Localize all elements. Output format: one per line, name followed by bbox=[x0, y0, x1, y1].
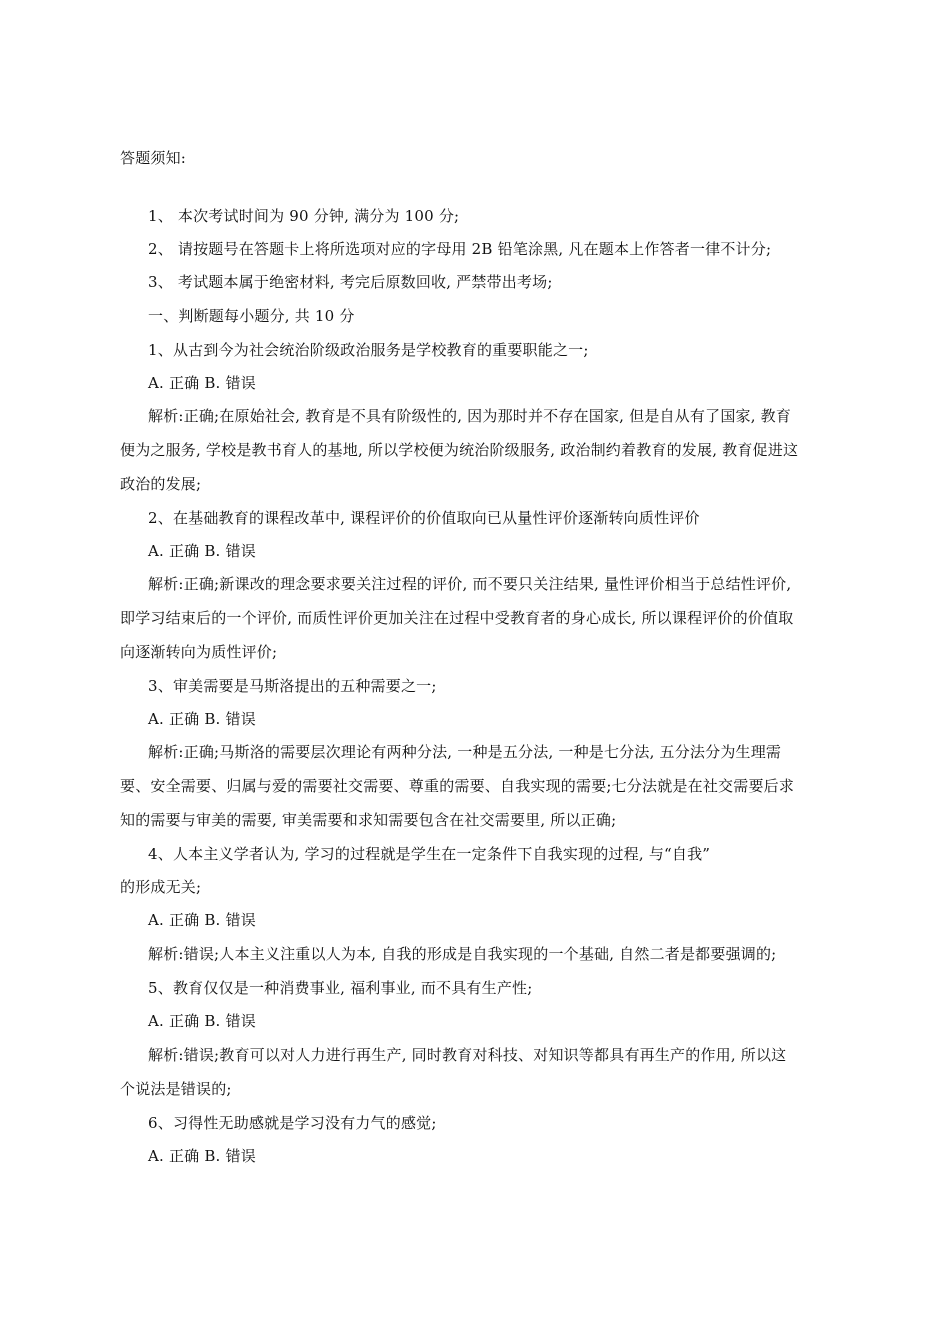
analysis-line: 解析:正确;在原始社会, 教育是不具有阶级性的, 因为那时并不存在国家, 但是自从有了国家, 教育 bbox=[148, 407, 792, 425]
notice-item: 1、 本次考试时间为 90 分钟, 满分为 100 分; bbox=[148, 207, 460, 225]
analysis-line: 即学习结束后的一个评价, 而质性评价更加关注在过程中受教育者的身心成长, 所以课程评价的价值取 bbox=[120, 609, 794, 627]
analysis-line: 要、安全需要、归属与爱的需要社交需要、尊重的需要、自我实现的需要;七分法就是在社交需要后求 bbox=[120, 777, 795, 795]
analysis-line: 个说法是错误的; bbox=[120, 1080, 232, 1098]
analysis-line: 向逐渐转向为质性评价; bbox=[120, 643, 278, 661]
section-title: 一、判断题每小题分, 共 10 分 bbox=[148, 307, 355, 325]
analysis-line: 解析:正确;马斯洛的需要层次理论有两种分法, 一种是五分法, 一种是七分法, 五分法分为生理需 bbox=[148, 743, 782, 761]
analysis-line: 解析:错误;教育可以对人力进行再生产, 同时教育对科技、对知识等都具有再生产的作用, 所以这 bbox=[148, 1046, 787, 1064]
question-stem: 1、从古到今为社会统治阶级政治服务是学校教育的重要职能之一; bbox=[148, 341, 589, 359]
question-options: A. 正确 B. 错误 bbox=[148, 1012, 256, 1030]
question-stem: 4、人本主义学者认为, 学习的过程就是学生在一定条件下自我实现的过程, 与“自我” bbox=[148, 845, 711, 863]
question-options: A. 正确 B. 错误 bbox=[148, 542, 256, 560]
analysis-line: 解析:正确;新课改的理念要求要关注过程的评价, 而不要只关注结果, 量性评价相当于总结性评价, bbox=[148, 575, 792, 593]
analysis-line: 知的需要与审美的需要, 审美需要和求知需要包含在社交需要里, 所以正确; bbox=[120, 811, 617, 829]
analysis-line: 解析:错误;人本主义注重以人为本, 自我的形成是自我实现的一个基础, 自然二者是都要强调的; bbox=[148, 945, 777, 963]
question-stem: 2、在基础教育的课程改革中, 课程评价的价值取向已从量性评价逐渐转向质性评价 bbox=[148, 509, 700, 527]
question-options: A. 正确 B. 错误 bbox=[148, 1147, 256, 1165]
question-options: A. 正确 B. 错误 bbox=[148, 710, 256, 728]
question-stem-continued: 的形成无关; bbox=[120, 878, 202, 896]
analysis-line: 政治的发展; bbox=[120, 475, 202, 493]
notice-title: 答题须知: bbox=[120, 149, 187, 167]
notice-item: 2、 请按题号在答题卡上将所选项对应的字母用 2B 铅笔涂黑, 凡在题本上作答者一律不计分; bbox=[148, 240, 772, 258]
question-stem: 3、审美需要是马斯洛提出的五种需要之一; bbox=[148, 677, 437, 695]
analysis-line: 便为之服务, 学校是教书育人的基地, 所以学校便为统治阶级服务, 政治制约着教育的发展, 教育促进这 bbox=[120, 441, 799, 459]
notice-item: 3、 考试题本属于绝密材料, 考完后原数回收, 严禁带出考场; bbox=[148, 273, 553, 291]
question-options: A. 正确 B. 错误 bbox=[148, 911, 256, 929]
question-options: A. 正确 B. 错误 bbox=[148, 374, 256, 392]
question-stem: 5、教育仅仅是一种消费事业, 福利事业, 而不具有生产性; bbox=[148, 979, 533, 997]
question-stem: 6、习得性无助感就是学习没有力气的感觉; bbox=[148, 1114, 437, 1132]
